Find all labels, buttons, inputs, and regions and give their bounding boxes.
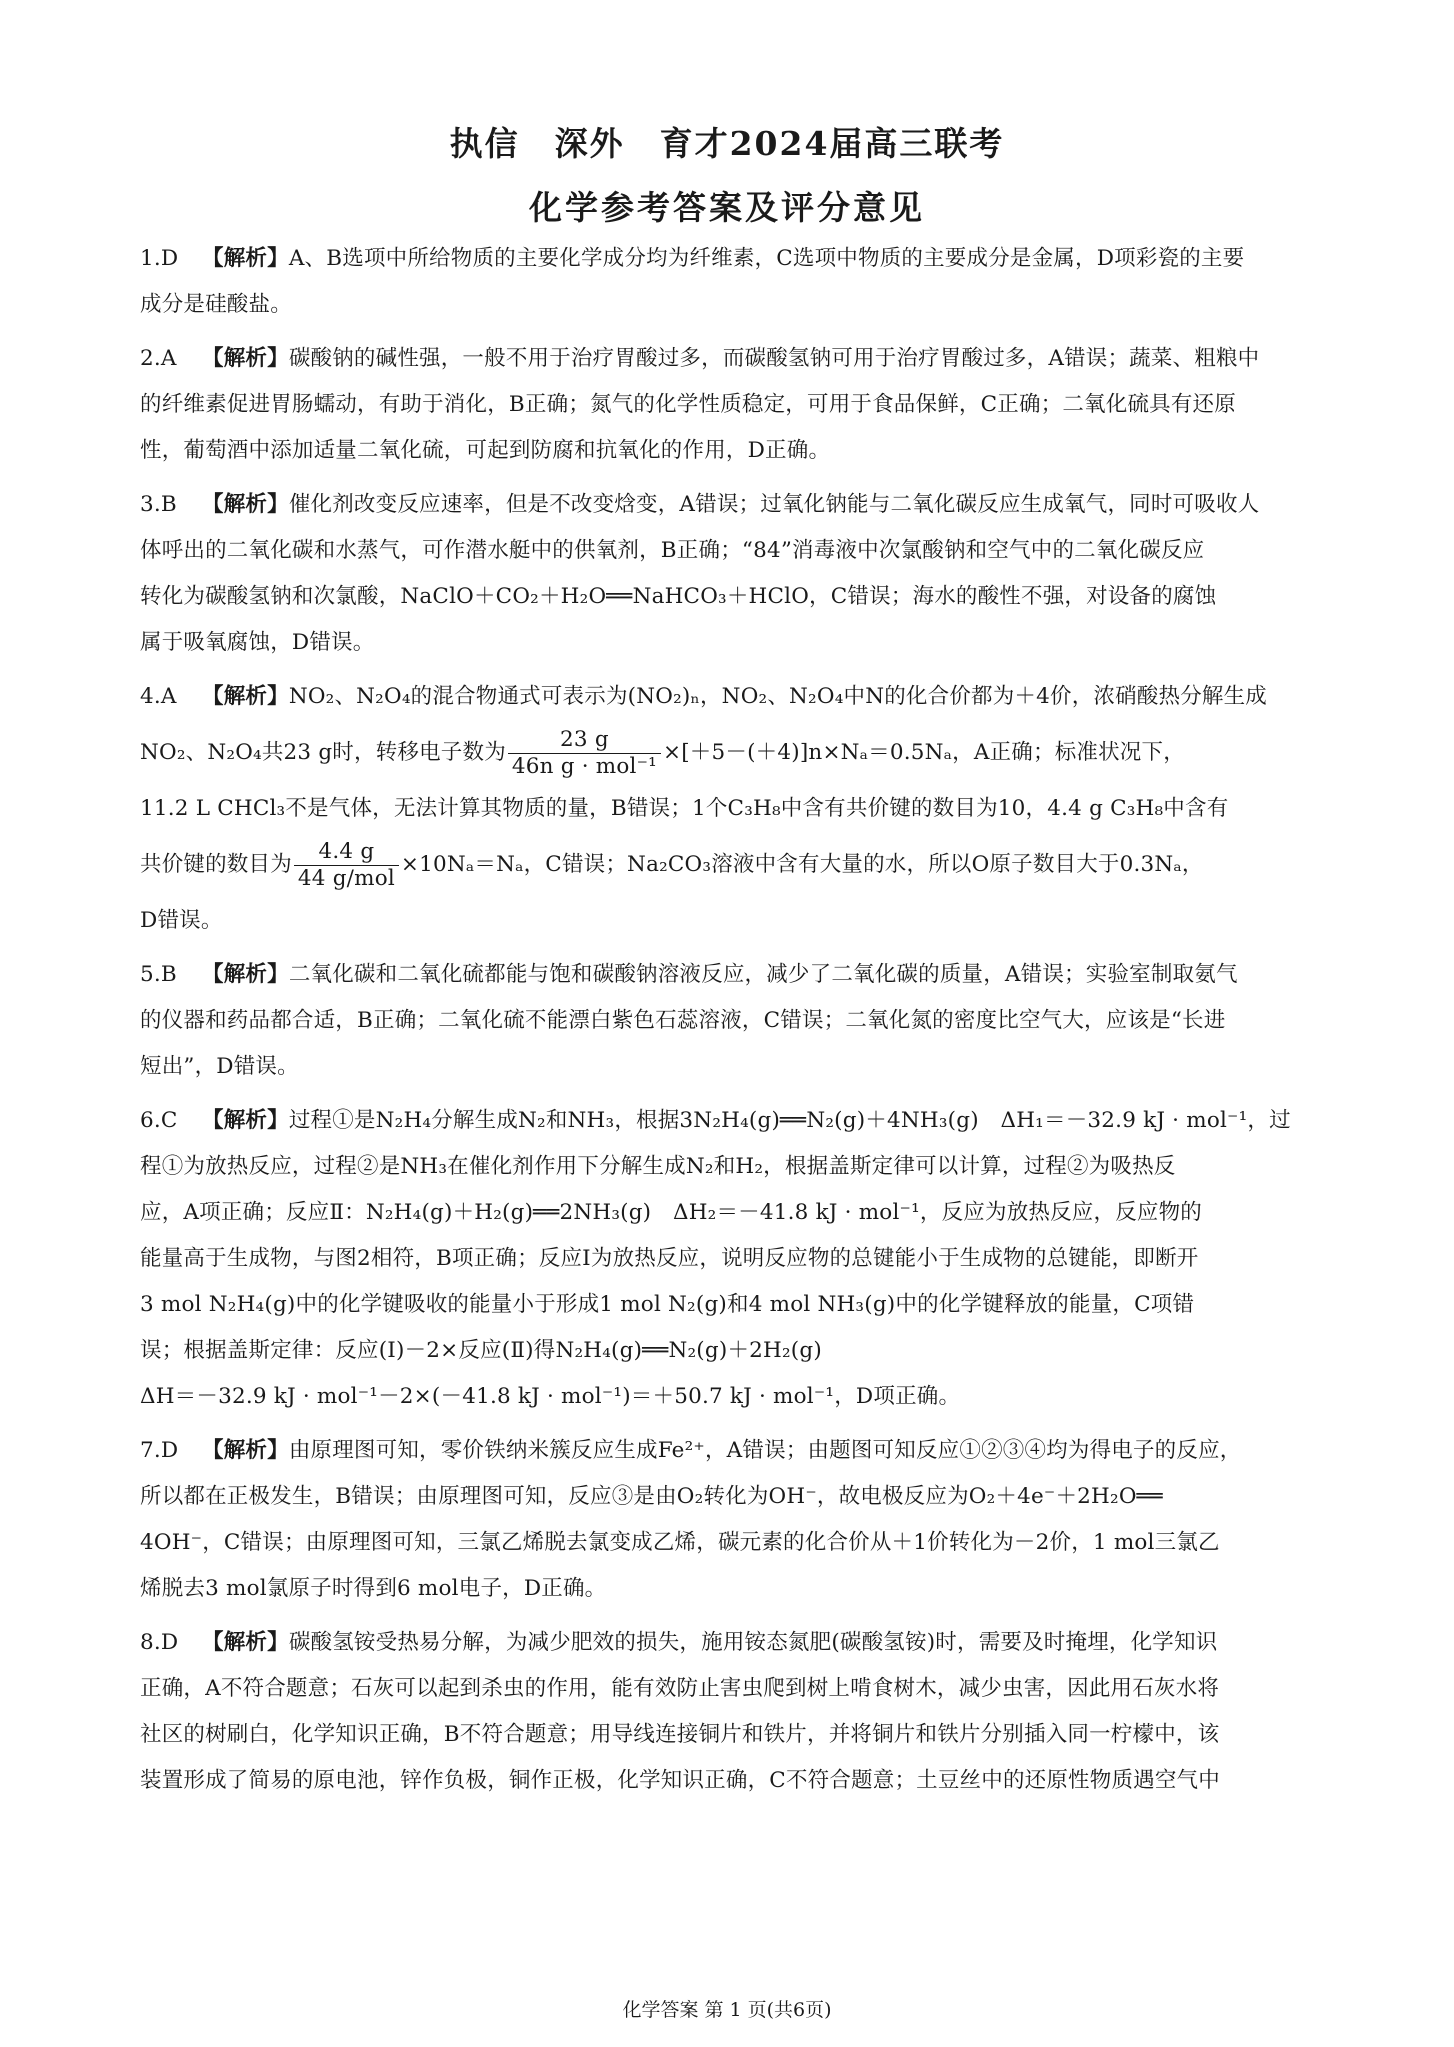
analysis-tag: 【解析】 [202,1630,289,1655]
analysis-tag: 【解析】 [202,1108,289,1133]
answer-text: 所以都在正极发生，B错误；由原理图可知，反应③是由O₂转化为OH⁻，故电极反应为O₂＋4e⁻＋2H₂O══ [140,1484,1163,1509]
answer-body [140,236,1336,1812]
fraction [294,839,399,892]
question-5 [140,952,1336,1090]
answer-text: 程①为放热反应，过程②是NH₃在催化剂作用下分解生成N₂和H₂，根据盖斯定律可以计算，过程②为吸热反 [140,1154,1176,1179]
answer-text: 性，葡萄酒中添加适量二氧化硫，可起到防腐和抗氧化的作用，D正确。 [140,438,831,463]
answer-text: D错误。 [140,908,223,933]
answer-text: 催化剂改变反应速率，但是不改变焓变，A错误；过氧化钠能与二氧化碳反应生成氧气，同时可吸收人 [288,492,1260,517]
question-number: 1.D [140,246,179,271]
question-2 [140,336,1336,474]
question-6 [140,1098,1336,1420]
answer-text: NO₂、N₂O₄共23 g时，转移电子数为 [140,740,506,765]
question-number: 7.D [140,1438,179,1463]
answer-text: 成分是硅酸盐。 [140,292,292,317]
page-footer: 化学答案 第 1 页(共6页) [622,1999,832,2021]
answer-text: 碳酸氢铵受热易分解，为减少肥效的损失，施用铵态氮肥(碳酸氢铵)时，需要及时掩埋，化学知识 [288,1630,1218,1655]
fraction [508,727,661,780]
answer-text: ΔH＝－32.9 kJ · mol⁻¹－2×(－41.8 kJ · mol⁻¹)＝＋50.7 kJ · mol⁻¹，D项正确。 [140,1384,961,1409]
answer-text: 社区的树刷白，化学知识正确，B不符合题意；用导线连接铜片和铁片，并将铜片和铁片分别插入同一柠檬中，该 [140,1722,1220,1747]
answer-text: 装置形成了简易的原电池，锌作负极，铜作正极，化学知识正确，C不符合题意；土豆丝中的还原性物质遇空气中 [140,1768,1220,1793]
answer-text: 误；根据盖斯定律：反应(Ⅰ)－2×反应(Ⅱ)得N₂H₄(g)══N₂(g)＋2H₂(g) [140,1338,822,1363]
question-number: 8.D [140,1630,179,1655]
answer-text: 烯脱去3 mol氯原子时得到6 mol电子，D正确。 [140,1576,607,1601]
answer-text: 碳酸钠的碱性强，一般不用于治疗胃酸过多，而碳酸氢钠可用于治疗胃酸过多，A错误；蔬菜、粗粮中 [288,346,1260,371]
question-4 [140,674,1336,944]
exam-title: 执信 深外 育才2024届高三联考 [449,124,1005,163]
fraction-denominator: 44 g/mol [297,865,395,891]
answer-text: 由原理图可知，零价铁纳米簇反应生成Fe²⁺，A错误；由题图可知反应①②③④均为得电子的反应， [288,1438,1242,1463]
answer-text: ×10Nₐ＝Nₐ，C错误；Na₂CO₃溶液中含有大量的水，所以O原子数目大于0.3Nₐ， [400,852,1204,877]
answer-text: 能量高于生成物，与图2相符，B项正确；反应Ⅰ为放热反应，说明反应物的总键能小于生成物的总键能，即断开 [140,1246,1199,1271]
answer-text: ×[＋5－(＋4)]n×Nₐ＝0.5Nₐ，A正确；标准状况下， [662,740,1185,765]
question-number: 3.B [140,492,177,517]
answer-text: 3 mol N₂H₄(g)中的化学键吸收的能量小于形成1 mol N₂(g)和4 mol NH₃(g)中的化学键释放的能量，C项错 [140,1292,1195,1317]
answer-text: 的纤维素促进胃肠蠕动，有助于消化，B正确；氮气的化学性质稳定，可用于食品保鲜，C正确；二氧化硫具有还原 [140,392,1236,417]
question-8 [140,1620,1336,1804]
answer-text: 11.2 L CHCl₃不是气体，无法计算其物质的量，B错误；1个C₃H₈中含有共价键的数目为10，4.4 g C₃H₈中含有 [140,796,1229,821]
fraction-denominator: 46n g · mol⁻¹ [511,753,657,779]
question-number: 2.A [140,346,177,371]
answer-text: 正确，A不符合题意；石灰可以起到杀虫的作用，能有效防止害虫爬到树上啃食树木，减少虫害，因此用石灰水将 [140,1676,1220,1701]
question-number: 5.B [140,962,177,987]
answer-text: 4OH⁻，C错误；由原理图可知，三氯乙烯脱去氯变成乙烯，碳元素的化合价从＋1价转化为－2价，1 mol三氯乙 [140,1530,1220,1555]
question-3 [140,482,1336,666]
answer-text: 短出”，D错误。 [140,1054,299,1079]
answer-text: 体呼出的二氧化碳和水蒸气，可作潜水艇中的供氧剂，B正确；“84”消毒液中次氯酸钠和空气中的二氧化碳反应 [140,538,1205,563]
question-7 [140,1428,1336,1612]
answer-text: 的仪器和药品都合适，B正确；二氧化硫不能漂白紫色石蕊溶液，C错误；二氧化氮的密度比空气大，应该是“长进 [140,1008,1226,1033]
answer-text: 二氧化碳和二氧化硫都能与饱和碳酸钠溶液反应，减少了二氧化碳的质量，A错误；实验室制取氨气 [288,962,1238,987]
analysis-tag: 【解析】 [202,1438,289,1463]
answer-text: 属于吸氧腐蚀，D错误。 [140,630,375,655]
answer-text: 应，A项正确；反应Ⅱ：N₂H₄(g)＋H₂(g)══2NH₃(g) ΔH₂＝－41.8 kJ · mol⁻¹，反应为放热反应，反应物的 [140,1200,1202,1225]
fraction-numerator: 23 g [508,727,661,754]
answer-text: 过程①是N₂H₄分解生成N₂和NH₃，根据3N₂H₄(g)══N₂(g)＋4NH₃(g) ΔH₁＝－32.9 kJ · mol⁻¹，过 [288,1108,1291,1133]
question-number: 4.A [140,684,177,709]
fraction-numerator: 4.4 g [294,839,399,866]
analysis-tag: 【解析】 [202,684,289,709]
answer-text: NO₂、N₂O₄的混合物通式可表示为(NO₂)ₙ，NO₂、N₂O₄中N的化合价都为＋4价，浓硝酸热分解生成 [288,684,1268,709]
answer-subtitle: 化学参考答案及评分意见 [529,188,925,227]
answer-text: 转化为碳酸氢钠和次氯酸，NaClO＋CO₂＋H₂O══NaHCO₃＋HClO，C错误；海水的酸性不强，对设备的腐蚀 [140,584,1217,609]
analysis-tag: 【解析】 [202,492,289,517]
question-number: 6.C [140,1108,178,1133]
question-1 [140,236,1336,328]
analysis-tag: 【解析】 [202,346,289,371]
analysis-tag: 【解析】 [202,962,289,987]
answer-text: 共价键的数目为 [140,852,292,877]
analysis-tag: 【解析】 [202,246,289,271]
answer-text: A、B选项中所给物质的主要化学成分均为纤维素，C选项中物质的主要成分是金属，D项彩瓷的主要 [288,246,1245,271]
